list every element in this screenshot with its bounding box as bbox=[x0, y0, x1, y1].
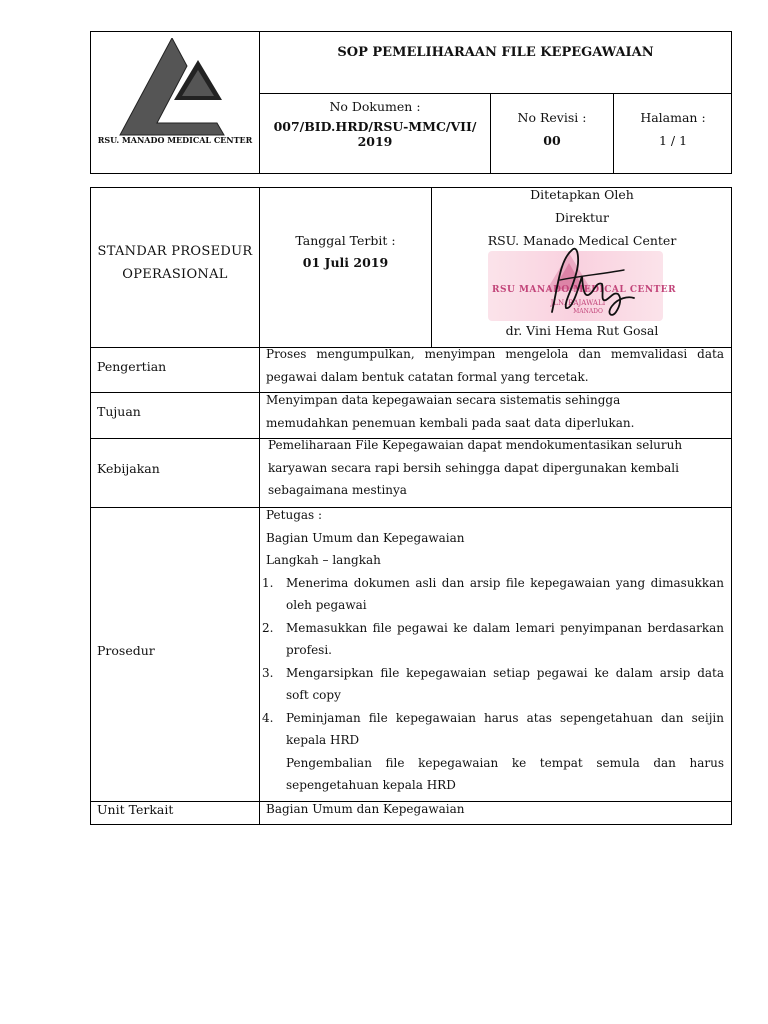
procedure-content bbox=[262, 504, 724, 797]
procedure-step bbox=[262, 707, 724, 752]
set-by-line1: Ditetapkan Oleh bbox=[530, 187, 634, 202]
page-value: 1 / 1 bbox=[658, 133, 688, 148]
row-label-prosedur: Prosedur bbox=[97, 643, 155, 658]
step-number: 2. bbox=[262, 620, 274, 635]
stamp-text: RSU MANADO MEDICAL CENTER bbox=[492, 285, 677, 295]
petugas-label: Petugas : bbox=[266, 508, 323, 522]
row-text-tujuan: Menyimpan data kepegawaian secara sistematis sehingga memudahkan penemuan kembali pada saat data diperlukan. bbox=[266, 393, 635, 430]
doc-no-label: No Dokumen : bbox=[329, 99, 421, 114]
procedure-step bbox=[266, 752, 724, 797]
table-divider bbox=[259, 187, 260, 825]
document-title: SOP PEMELIHARAAN FILE KEPEGAWAIAN bbox=[337, 45, 654, 60]
step-text: Peminjaman file kepegawaian harus atas sepengetahuan dan seijin kepala HRD bbox=[286, 710, 724, 747]
stamp-address: JLN. RAJAWALI bbox=[550, 299, 606, 307]
page-label: Halaman : bbox=[640, 110, 706, 125]
procedure-step bbox=[262, 617, 724, 662]
doc-no-value: 007/BID.HRD/RSU-MMC/VII/ 2019 bbox=[273, 119, 477, 149]
row-label-tujuan: Tujuan bbox=[97, 404, 141, 419]
set-by-line2: Direktur bbox=[554, 210, 610, 225]
hospital-logo bbox=[112, 38, 232, 138]
stamp-city: MANADO bbox=[573, 308, 603, 315]
petugas-value: Bagian Umum dan Kepegawaian bbox=[266, 530, 465, 545]
set-by-line3: RSU. Manado Medical Center bbox=[487, 233, 677, 248]
step-number: 4. bbox=[262, 710, 274, 725]
row-label-kebijakan: Kebijakan bbox=[97, 461, 160, 476]
director-signature bbox=[520, 240, 650, 325]
revision-label: No Revisi : bbox=[517, 110, 587, 125]
step-text: Memasukkan file pegawai ke dalam lemari penyimpanan berdasarkan profesi. bbox=[286, 620, 724, 657]
step-number: 3. bbox=[262, 665, 274, 680]
issue-date-label: Tanggal Terbit : bbox=[295, 233, 396, 248]
header-divider bbox=[259, 93, 732, 94]
row-label-pengertian: Pengertian bbox=[97, 359, 167, 374]
procedure-step bbox=[262, 572, 724, 617]
step-text: Menerima dokumen asli dan arsip file kepegawaian yang dimasukkan oleh pegawai bbox=[286, 575, 724, 612]
steps-label: Langkah – langkah bbox=[266, 553, 381, 567]
step-number: 1. bbox=[262, 575, 274, 590]
signer-name: dr. Vini Hema Rut Gosal bbox=[505, 323, 659, 338]
row-text-kebijakan: Pemeliharaan File Kepegawaian dapat mendokumentasikan seluruh karyawan secara rapi bersih sehingga dapat dipergunakan kembali sebagaimana mestinya bbox=[268, 438, 683, 497]
step-text: Mengarsipkan file kepegawaian setiap pegawai ke dalam arsip data soft copy bbox=[286, 665, 724, 702]
logo-text: RSU. MANADO MEDICAL CENTER bbox=[97, 135, 253, 145]
step-text: Pengembalian file kepegawaian ke tempat semula dan harus sepengetahuan kepala HRD bbox=[286, 755, 724, 792]
row-text-pengertian: Proses mengumpulkan, menyimpan mengelola dan memvalidasi data pegawai dalam bentuk catatan formal yang tercetak. bbox=[266, 347, 724, 384]
row-text-unit-terkait: Bagian Umum dan Kepegawaian bbox=[266, 802, 465, 816]
row-label-unit-terkait: Unit Terkait bbox=[97, 802, 174, 817]
procedure-step bbox=[262, 662, 724, 707]
issue-date-value: 01 Juli 2019 bbox=[302, 255, 389, 270]
sop-label-line1: STANDAR PROSEDUR bbox=[97, 244, 253, 259]
sop-label-line2: OPERASIONAL bbox=[122, 267, 228, 282]
revision-value: 00 bbox=[543, 133, 561, 148]
